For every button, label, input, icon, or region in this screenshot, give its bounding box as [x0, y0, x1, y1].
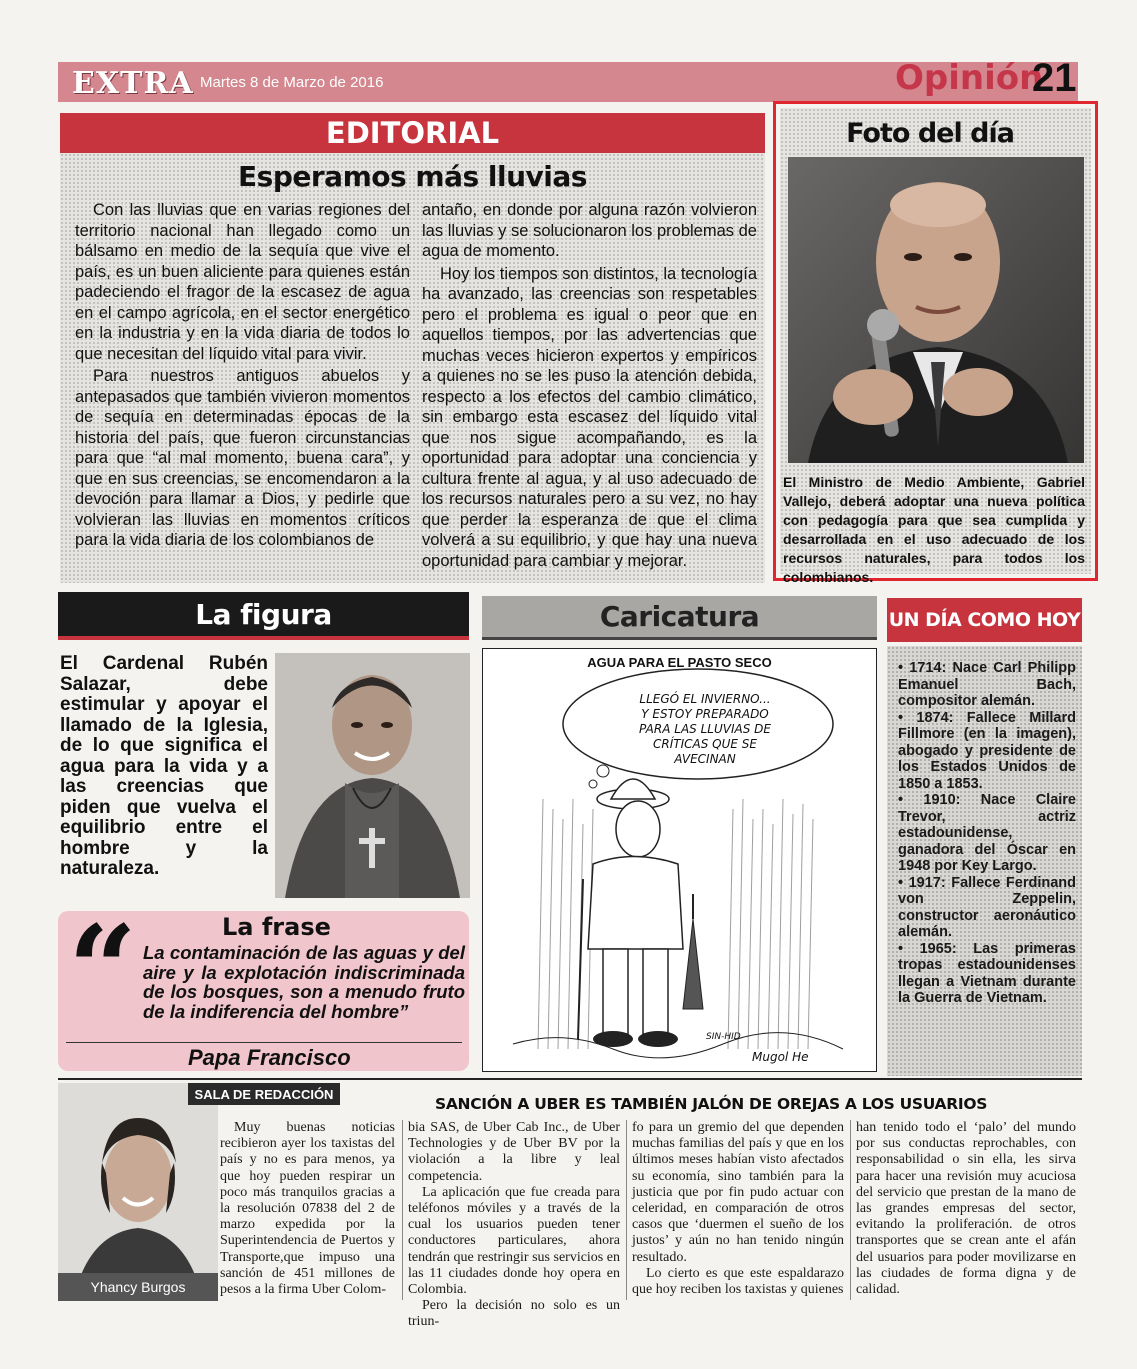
- bubble-line: LLEGÓ EL INVIERNO...: [639, 692, 771, 706]
- frase-label: La frase: [222, 913, 331, 941]
- hoy-year: 1874: [916, 709, 949, 726]
- hoy-header: [887, 598, 1082, 642]
- sala-column-4: [856, 1120, 1076, 1298]
- cartoon-sign-1: SIN-HID: [706, 1032, 741, 1042]
- editorial-paragraph: Hoy los tiempos son distintos, la tecnología ha avanzado, las creencias son respetables pero el problema es igual o peor que en aquellos tiempos, por las advertencias que muchas veces hicieron expertos y empíricos a quienes no se les puso la atención debida, respecto a los efectos del cambio climático, sin embargo esta escasez del líquido vital que nos sigue acompañando, es la oportunidad para adoptar una conciencia y cultura frente al agua, y al uso adecuado de los recursos naturales pero a su vez, no hay que perder la esperanza de que el clima volverá a su equilibrio, y que hay una nueva oportunidad para cambiar y mejorar.: [422, 264, 757, 570]
- sala-paragraph: han tenido todo el ‘palo’ del mundo por sus conductas reprochables, con responsabilidad o sin ella, les sirva para hacer una revisión muy acuciosa del servicio que prestan de la mano de las grandes empresas del sector, evitando la proliferación. de otros transportes que se crean ante el afán del usuarios para poder movilizarse en las ciudades de forma digna y de calidad.: [856, 1120, 1076, 1298]
- hoy-text: : Fallece Millard Fillmore (en la imagen), abogado y presidente de los Estados Unidos de 1850 a 1853.: [898, 709, 1076, 792]
- editorial-column-2: [422, 200, 757, 573]
- editorial-column-1: [75, 200, 410, 553]
- quote-mark-icon: “: [68, 899, 138, 1040]
- newspaper-logo: EXTRA: [72, 66, 194, 101]
- section-title: Opinión: [895, 58, 1044, 98]
- sala-paragraph: Muy buenas noticias recibieron ayer los taxistas del país y no es para menos, ya que hoy pueden respirar un poco más tranquilos gracias a la resolución 07838 del 2 de marzo expedida por la Superintendencia de Puertos y Transporte,que impuso una sanción de 451 millones de pesos a la firma Uber Colom-: [220, 1120, 395, 1298]
- hoy-list: [898, 660, 1076, 1007]
- hoy-year: 1910: [923, 792, 956, 808]
- issue-date: Martes 8 de Marzo de 2016: [200, 74, 384, 91]
- sala-column-1: [220, 1120, 395, 1298]
- sala-paragraph: La aplicación que fue creada para teléfonos móviles y a través de la cual los usuarios pueden tener conductores particulares, ahora tendrán que restringir sus servicios en las 11 ciudades donde hoy opera en Colombia.: [408, 1184, 620, 1298]
- bubble-line: AVECINAN: [674, 752, 736, 766]
- editorial-label: EDITORIAL: [325, 116, 500, 150]
- frase-text: La contaminación de las aguas y del aire y la explotación indiscriminada de los bosques, son a menudo fruto de la indiferencia del hombre”: [143, 942, 465, 1022]
- hoy-item: • 1965: Las primeras tropas estadounidenses llegan a Vietnam durante la Guerra de Vietnam.: [898, 940, 1076, 1006]
- hoy-item: • 1714: Nace Carl Philipp Emanuel Bach, compositor alemán.: [898, 660, 1076, 709]
- hoy-text: : Nace Claire Trevor, actriz estadounidense, ganadora del Óscar en 1948 por Key Largo.: [898, 792, 1077, 874]
- caricatura-label: Caricatura: [599, 600, 760, 633]
- bubble-line: CRÍTICAS QUE SE: [653, 737, 757, 751]
- column-rule: [402, 1120, 403, 1300]
- figura-header: [58, 592, 469, 640]
- sala-paragraph: Pero la decisión no solo es un triun-: [408, 1298, 620, 1330]
- cartoon-speech-bubble: [600, 692, 810, 767]
- hoy-text: : Fallece Ferdinand von Zeppelin, constructor aeronáutico alemán.: [898, 874, 1076, 940]
- sala-label: SALA DE REDACCIÓN: [188, 1083, 340, 1105]
- cardinal-photo: [275, 653, 470, 898]
- editorial-paragraph: Para nuestros antiguos abuelos y antepasados que también vivieron momentos de sequía en determinadas épocas de la historia del país, que fueron circunstancias para que “al mal momento, buena cara”, y que en sus creencias, se encomendaron a la devoción para llamar a Dios, y pedirle que volvieran las lluvias en momentos críticos para la vida diaria de los colombianos de: [75, 367, 410, 549]
- bubble-line: PARA LAS LLUVIAS DE: [639, 722, 771, 736]
- hoy-label: UN DÍA COMO HOY: [888, 609, 1081, 631]
- figura-text: El Cardenal Rubén Salazar, debe estimular y apoyar el llamado de la Iglesia, de lo que significa el agua para la vida y a las creencias que piden que vuelva el equilibrio entre el hombre y la naturaleza.: [60, 653, 268, 879]
- sala-paragraph: bia SAS, de Uber Cab Inc., de Uber Technologies y de Uber BV por la violación a la libre y leal competencia.: [408, 1120, 620, 1184]
- hoy-text: : Las primeras tropas estadounidenses llegan a Vietnam durante la Guerra de Vietnam.: [898, 940, 1076, 1006]
- column-rule: [850, 1120, 851, 1300]
- hoy-item: • 1917: Fallece Ferdinand von Zeppelin, constructor aeronáutico alemán.: [898, 874, 1076, 940]
- hoy-year: 1917: [908, 874, 941, 891]
- hoy-year: 1965: [919, 940, 952, 957]
- editorial-paragraph: Con las lluvias que en varias regiones del territorio nacional han llegado como un bálsamo en medio de la sequía que vive el país, es un buen aliciente para quienes están padeciendo el fragor de la escasez de agua en el campo agrícola, en el sector energético en la industria y en la vida diaria de todos lo que necesitan del líquido vital para vivir.: [75, 201, 410, 363]
- figura-label: La figura: [195, 597, 332, 631]
- caricatura-header: [482, 596, 877, 640]
- frase-divider: [66, 1042, 462, 1043]
- sala-paragraph: Lo cierto es que este espaldarazo que hoy reciben los taxistas y quienes: [632, 1265, 844, 1298]
- cartoonist-signature: Mugol He: [752, 1050, 809, 1064]
- columnist-photo: [58, 1083, 218, 1301]
- section-divider: [58, 1078, 1082, 1080]
- hoy-item: • 1910: Nace Claire Trevor, actriz estadounidense, ganadora del Óscar en 1948 por Key Largo.: [898, 792, 1077, 874]
- frase-author: Papa Francisco: [188, 1045, 351, 1070]
- editorial-header: [60, 113, 765, 153]
- minister-photo: [788, 157, 1084, 463]
- column-rule: [626, 1120, 627, 1300]
- bubble-line: Y ESTOY PREPARADO: [641, 707, 769, 721]
- hoy-item: • 1874: Fallece Millard Fillmore (en la imagen), abogado y presidente de los Estados Unidos de 1850 a 1853.: [898, 709, 1076, 792]
- foto-caption: El Ministro de Medio Ambiente, Gabriel Vallejo, deberá adoptar una nueva política con pedagogía para que sea cumplida y desarrollada en el uso adecuado de los recursos naturales, para todos los colombianos.: [783, 474, 1085, 585]
- columnist-name: Yhancy Burgos: [58, 1273, 218, 1301]
- hoy-year: 1714: [909, 660, 942, 676]
- cartoon-caption: AGUA PARA EL PASTO SECO: [587, 655, 772, 670]
- sala-column-2: [408, 1120, 620, 1331]
- hoy-text: : Nace Carl Philipp Emanuel Bach, compositor alemán.: [898, 660, 1076, 709]
- foto-title: Foto del día: [846, 118, 1014, 149]
- sala-headline: SANCIÓN A UBER ES TAMBIÉN JALÓN DE OREJAS A LOS USUARIOS: [435, 1095, 988, 1113]
- sala-column-3: [632, 1120, 844, 1298]
- editorial-title: Esperamos más lluvias: [238, 160, 587, 193]
- page-number: 21: [1032, 56, 1077, 100]
- sala-paragraph: fo para un gremio del que dependen muchas familias del país y que en los últimos meses habían visto afectados su economía, sino también para la justicia que por fin pudo actuar con celeridad, en comparación de otros casos que ‘duermen el sueño de los justos’ y aún no han tenido ningún resultado.: [632, 1120, 844, 1265]
- editorial-paragraph: antaño, en donde por alguna razón volvieron las lluvias y se solucionaron los problemas de agua de momento.: [422, 201, 757, 260]
